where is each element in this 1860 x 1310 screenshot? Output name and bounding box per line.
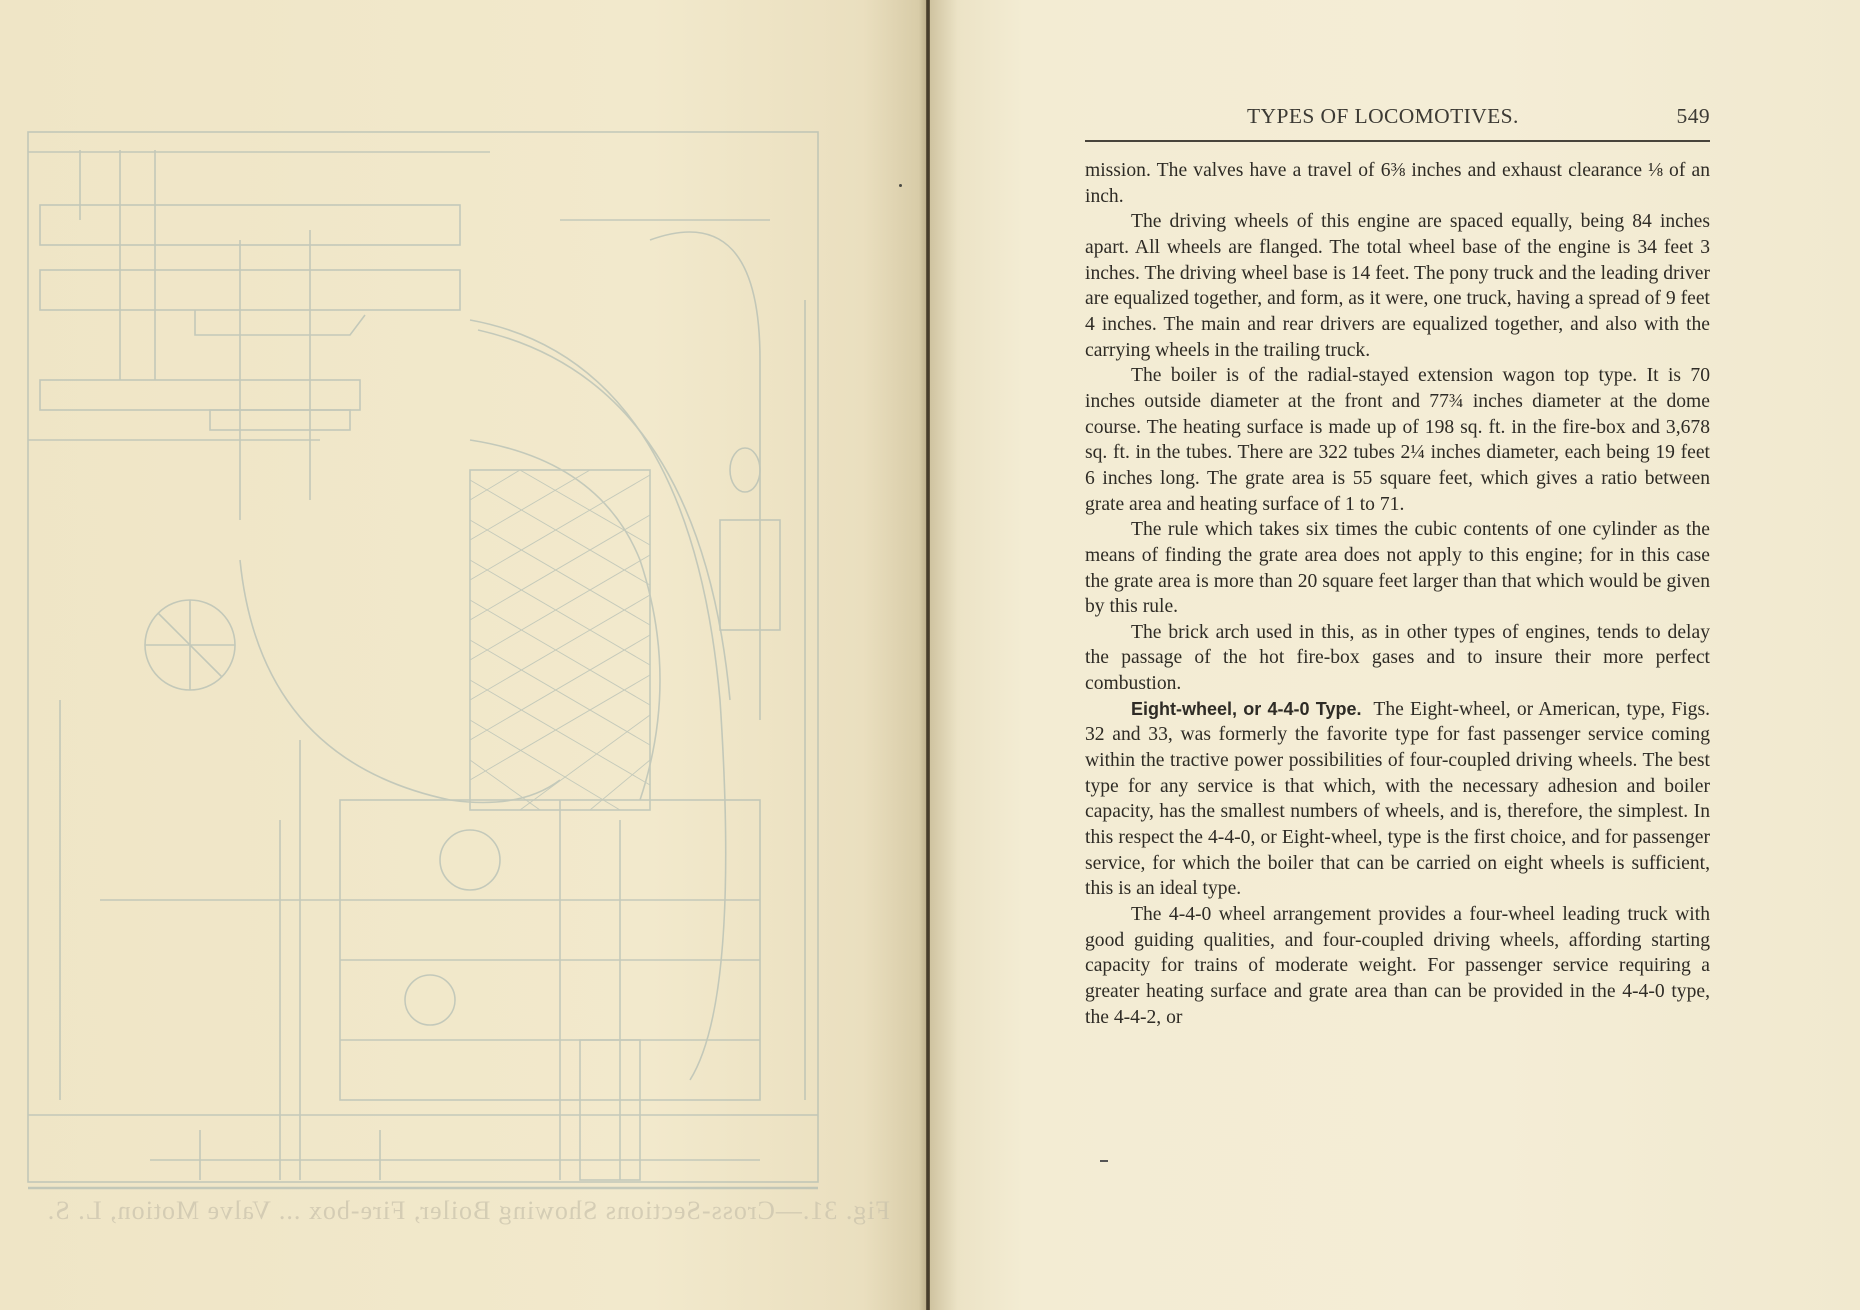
page-number: 549 (1676, 104, 1710, 128)
paragraph: mission. The valves have a travel of 6⅜ inches and exhaust clearance ⅛ of an inch. (1085, 160, 1710, 207)
paragraph: The brick arch used in this, as in other types of engines, tends to delay the passage of the hot fire-box gases and to insure their more perfect combustion. (1085, 621, 1710, 695)
header-rule (1085, 140, 1710, 142)
running-head-title: TYPES OF LOCOMOTIVES. (1247, 104, 1519, 128)
stray-ink-mark (1100, 1160, 1108, 1162)
paragraph: The rule which takes six times the cubic contents of one cylinder as the means of finding the grate area does not apply to this engine; for in this case the grate area is more than 20 square feet larger than that which would be given by this rule. (1085, 519, 1710, 618)
runin-heading: Eight-wheel, or 4-4-0 Type. (1131, 698, 1362, 719)
paragraph-text: The Eight-wheel, or American, type, Figs. 32 and 33, was formerly the favorite type for fast passenger service coming within the tractive power possibilities of four-coupled driving wheels. The best type for any service is that which, with the necessary adhesion and boiler capacity, has the smallest numbers of wheels, and is, therefore, the simplest. In this respect the 4-4-0, or Eight-wheel, type is the first choice, and for passenger service, for which the boiler that can be carried on eight wheels is sufficient, this is an ideal type. (1085, 698, 1710, 900)
paragraph: The 4-4-0 wheel arrangement provides a four-wheel leading truck with good guiding qualities, and four-coupled driving wheels, affording starting capacity for trains of moderate weight. For passenger service requiring a greater heating surface and grate area than can be provided in the 4-4-0 type, the 4-4-2, or (1085, 904, 1710, 1028)
paragraph: The boiler is of the radial-stayed extension wagon top type. It is 70 inches outside diameter at the front and 77¾ inches diameter at the dome course. The heating surface is made up of 198 sq. ft. in the fire-box and 3,678 sq. ft. in the tubes. There are 322 tubes 2¼ inches diameter, each being 19 feet 6 inches long. The grate area is 55 square feet, which gives a ratio between grate area and heating surface of 1 to 71. (1085, 365, 1710, 515)
show-through-drawing (0, 0, 928, 1310)
paragraph: The driving wheels of this engine are spaced equally, being 84 inches apart. All wheels are flanged. The total wheel base of the engine is 34 feet 3 inches. The driving wheel base is 14 feet. The pony truck and the leading driver are equalized together, and form, as it were, one truck, having a spread of 9 feet 4 inches. The main and rear drivers are equalized together, and also with the carrying wheels in the trailing truck. (1085, 211, 1711, 361)
paper-speck (899, 184, 902, 187)
mirrored-figure-caption: Fig. 31.—Cross-Sections Showing Boiler, Fire-box ... Valve Motion, L. S. (46, 1196, 890, 1225)
paragraph-with-runin-heading (1085, 697, 1710, 902)
body-text (1085, 158, 1710, 1030)
running-head (1085, 104, 1710, 134)
left-page (0, 0, 928, 1310)
